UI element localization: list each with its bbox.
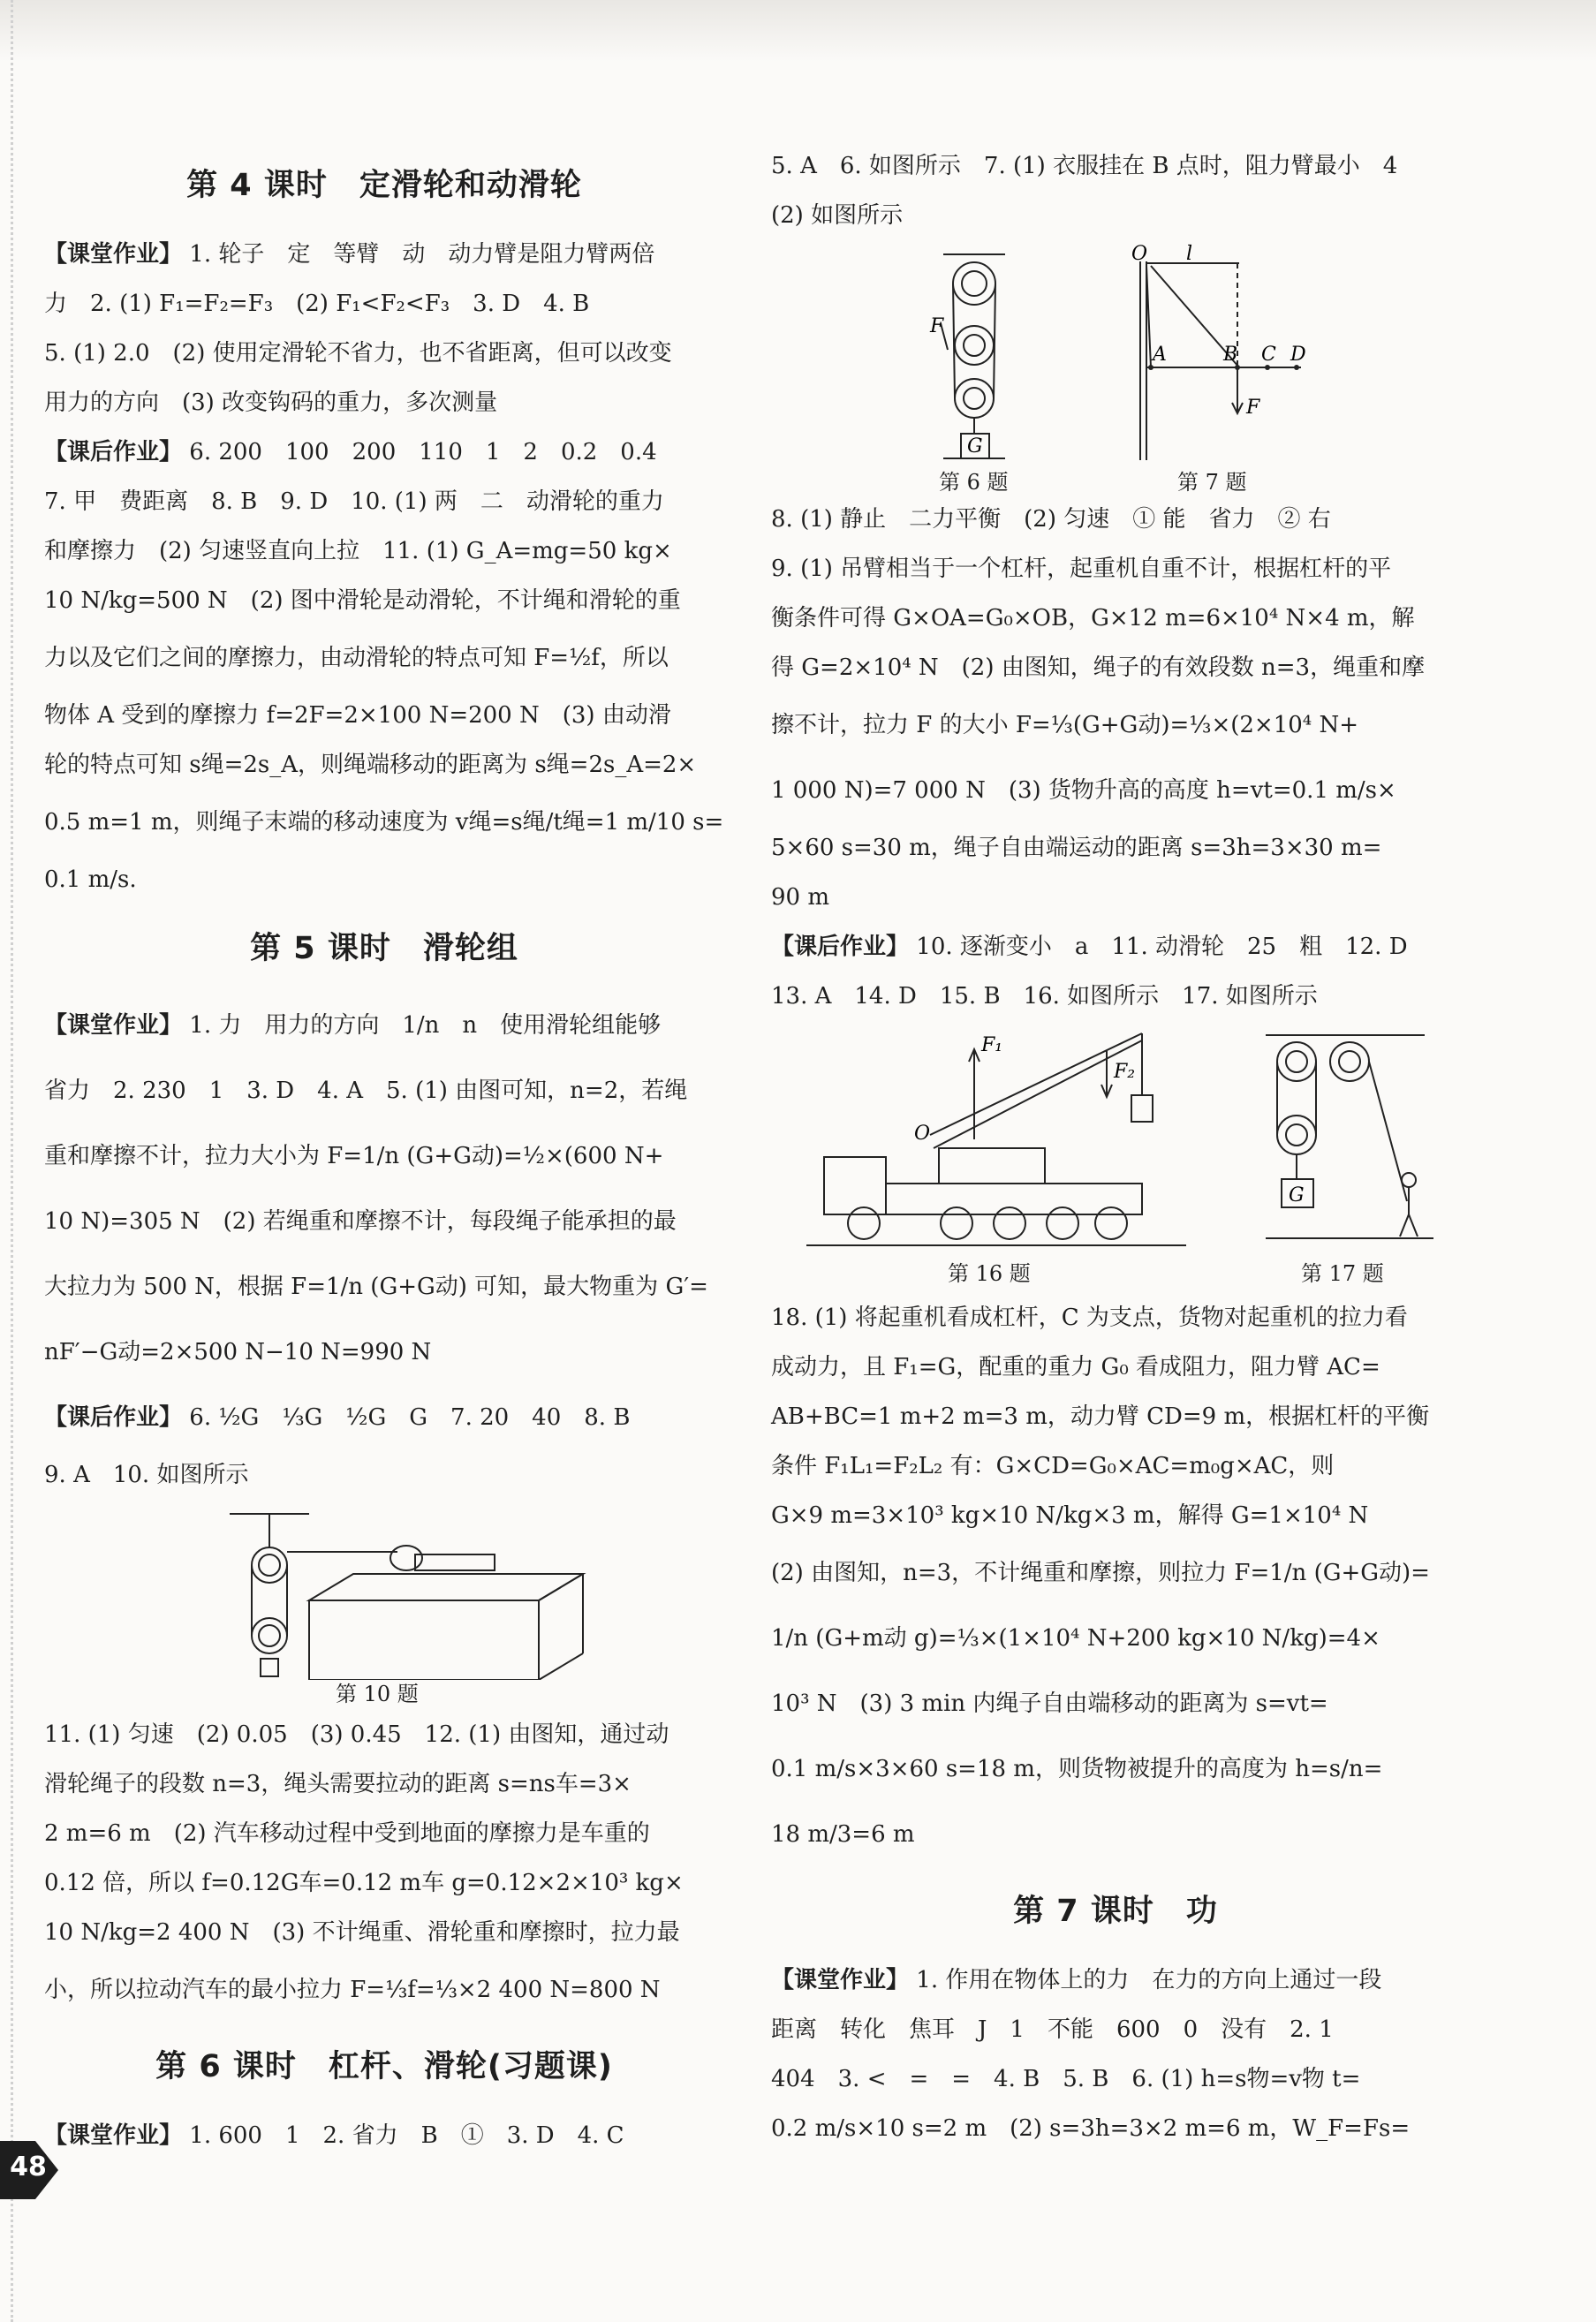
section-tag: 【课堂作业】 [771,1967,910,1993]
answer-line: 衡条件可得 G×OA=G₀×OB，G×12 m=6×10⁴ N×4 m，解 [771,605,1415,632]
lesson-4-title: 第 4 课时 定滑轮和动滑轮 [186,168,582,203]
answer-line: 11. (1) 匀速 (2) 0.05 (3) 0.45 12. (1) 由图知，通过动 [44,1721,669,1748]
section-tag: 【课后作业】 [771,934,910,960]
answer-line: 距离 转化 焦耳 J 1 不能 600 0 没有 2. 1 [771,2016,1334,2043]
answer-line: 9. (1) 吊臂相当于一个杠杆，起重机自重不计，根据杠杆的平 [771,556,1392,582]
section-tag: 【课后作业】 [44,1404,183,1431]
section-tag: 【课后作业】 [44,439,183,465]
answer-line: 2 m=6 m (2) 汽车移动过程中受到地面的摩擦力是车重的 [44,1820,650,1847]
answer-line: 【课堂作业】 1. 力 用力的方向 1/n n 使用滑轮组能够 [44,1012,662,1039]
answer-line: 得 G=2×10⁴ N (2) 由图知，绳子的有效段数 n=3，绳重和摩 [771,654,1426,681]
answer-line: (2) 如图所示 [771,202,904,229]
figures-6-7 [771,244,1460,495]
answer-line: 擦不计，拉力 F 的大小 F=⅓(G+G动)=⅓×(2×10⁴ N+ [771,712,1359,738]
answer-line: 10 N/kg=2 400 N (3) 不计绳重、滑轮重和摩擦时，拉力最 [44,1919,680,1946]
figures-16-17-drawing [771,1025,1460,1256]
answer-line: 0.2 m/s×10 s=2 m (2) s=3h=3×2 m=6 m，W_F=Fs= [771,2115,1411,2142]
figure-7-caption: 第 7 题 [1177,470,1247,495]
answer-line: 5×60 s=30 m，绳子自由端运动的距离 s=3h=3×30 m= [771,835,1382,861]
answer-line: 18 m/3=6 m [771,1821,915,1848]
answer-line: 【课堂作业】 1. 作用在物体上的力 在力的方向上通过一段 [771,1967,1382,1993]
answer-line: 条件 F₁L₁=F₂L₂ 有：G×CD=G₀×AC=m₀g×AC，则 [771,1453,1335,1479]
answer-line: 物体 A 受到的摩擦力 f=2F=2×100 N=200 N (3) 由动滑 [44,702,671,729]
answer-line: 0.1 m/s×3×60 s=18 m，则货物被提升的高度为 h=s/n= [771,1756,1383,1782]
page-top-shade [0,0,1596,62]
fig17-label: G [1289,1184,1305,1206]
fig7-label: l [1186,244,1193,265]
answer-line: 省力 2. 230 1 3. D 4. A 5. (1) 由图可知，n=2，若绳 [44,1078,688,1104]
figure-17-caption: 第 17 题 [1301,1261,1384,1286]
answer-line: 大拉力为 500 N，根据 F=1/n (G+G动) 可知，最大物重为 G′= [44,1274,708,1300]
figure-10-caption: 第 10 题 [336,1682,419,1706]
answer-line: AB+BC=1 m+2 m=3 m，动力臂 CD=9 m，根据杠杆的平衡 [771,1403,1430,1430]
lesson-7-title: 第 7 课时 功 [1013,1894,1218,1929]
answer-line: 轮的特点可知 s绳=2s_A，则绳端移动的距离为 s绳=2s_A=2× [44,752,697,778]
fig7-label: O [1131,244,1148,265]
answer-line: 0.1 m/s. [44,866,137,893]
answer-line: 5. (1) 2.0 (2) 使用定滑轮不省力，也不省距离，但可以改变 [44,340,672,367]
figure-10-drawing [44,1503,724,1680]
fig16-label: O [914,1123,931,1145]
fig7-label: C [1261,344,1276,366]
answer-line: (2) 由图知，n=3，不计绳重和摩擦，则拉力 F=1/n (G+G动)= [771,1560,1430,1586]
fig7-label: A [1153,344,1167,366]
section-tag: 【课堂作业】 [44,1012,183,1039]
answer-line: nF′−G动=2×500 N−10 N=990 N [44,1339,432,1365]
fig16-label: F₁ [981,1034,1003,1056]
answer-line: 90 m [771,884,830,911]
figures-16-17 [771,1025,1460,1290]
answer-line: 18. (1) 将起重机看成杠杆，C 为支点，货物对起重机的拉力看 [771,1305,1408,1331]
answer-line: 【课后作业】 10. 逐渐变小 a 11. 动滑轮 25 粗 12. D [771,934,1408,960]
answer-line: 1 000 N)=7 000 N (3) 货物升高的高度 h=vt=0.1 m/s× [771,777,1396,804]
answer-line: G×9 m=3×10³ kg×10 N/kg×3 m，解得 G=1×10⁴ N [771,1502,1369,1529]
answer-line: 404 3. < = = 4. B 5. B 6. (1) h=s物=v物 t= [771,2066,1361,2092]
answer-line: 【课后作业】 6. ½G ⅓G ½G G 7. 20 40 8. B [44,1404,631,1431]
right-column [771,141,1460,2153]
figures-6-7-drawing [771,244,1460,465]
answer-line: 【课后作业】 6. 200 100 200 110 1 2 0.2 0.4 [44,439,657,465]
fig7-label: D [1290,344,1306,366]
answer-line: 【课堂作业】 1. 600 1 2. 省力 B ① 3. D 4. C [44,2122,624,2149]
fig6-label: G [967,435,983,458]
answer-line: 重和摩擦不计，拉力大小为 F=1/n (G+G动)=½×(600 N+ [44,1143,664,1169]
page-number: 48 [10,2152,47,2182]
section-tag: 【课堂作业】 [44,2122,183,2149]
answer-line: 【课堂作业】 1. 轮子 定 等臂 动 动力臂是阻力臂两倍 [44,241,655,268]
answer-line: 1/n (G+m动 g)=⅓×(1×10⁴ N+200 kg×10 N/kg)=4× [771,1625,1380,1652]
answer-line: 5. A 6. 如图所示 7. (1) 衣服挂在 B 点时，阻力臂最小 4 [771,153,1398,179]
answer-line: 滑轮绳子的段数 n=3，绳头需要拉动的距离 s=ns车=3× [44,1771,632,1797]
answer-line: 0.12 倍，所以 f=0.12G车=0.12 m车 g=0.12×2×10³ kg× [44,1870,684,1896]
answer-line: 和摩擦力 (2) 匀速竖直向上拉 11. (1) G_A=mg=50 kg× [44,538,672,564]
binding-fold [11,0,15,2322]
answer-line: 10 N/kg=500 N (2) 图中滑轮是动滑轮，不计绳和滑轮的重 [44,587,681,614]
fig7-label: B [1223,344,1238,366]
figure-16-caption: 第 16 题 [948,1261,1031,1286]
lesson-5-title: 第 5 课时 滑轮组 [250,931,518,966]
left-column [44,141,724,2160]
answer-line: 0.5 m=1 m，则绳子末端的移动速度为 v绳=s绳/t绳=1 m/10 s= [44,809,724,836]
lesson-6-title: 第 6 课时 杠杆、滑轮(习题课) [155,2049,613,2084]
answer-line: 力 2. (1) F₁=F₂=F₃ (2) F₁<F₂<F₃ 3. D 4. B [44,291,590,317]
answer-line: 13. A 14. D 15. B 16. 如图所示 17. 如图所示 [771,983,1318,1010]
figure-10 [44,1503,724,1706]
answer-line: 10 N)=305 N (2) 若绳重和摩擦不计，每段绳子能承担的最 [44,1208,677,1235]
answer-line: 小，所以拉动汽车的最小拉力 F=⅓f=⅓×2 400 N=800 N [44,1977,661,2003]
answer-line: 10³ N (3) 3 min 内绳子自由端移动的距离为 s=vt= [771,1690,1328,1717]
answer-line: 7. 甲 费距离 8. B 9. D 10. (1) 两 二 动滑轮的重力 [44,488,664,515]
answer-line: 成动力，且 F₁=G，配重的重力 G₀ 看成阻力，阻力臂 AC= [771,1354,1380,1380]
section-tag: 【课堂作业】 [44,241,183,268]
answer-line: 8. (1) 静止 二力平衡 (2) 匀速 ① 能 省力 ② 右 [771,506,1331,533]
answer-line: 用力的方向 (3) 改变钩码的重力，多次测量 [44,390,498,416]
answer-line: 9. A 10. 如图所示 [44,1462,249,1488]
fig6-label: F [930,315,944,337]
figure-6-caption: 第 6 题 [939,470,1009,495]
fig16-label: F₂ [1114,1061,1136,1083]
fig7-label: F [1246,397,1260,419]
answer-line: 力以及它们之间的摩擦力，由动滑轮的特点可知 F=½f，所以 [44,645,669,671]
